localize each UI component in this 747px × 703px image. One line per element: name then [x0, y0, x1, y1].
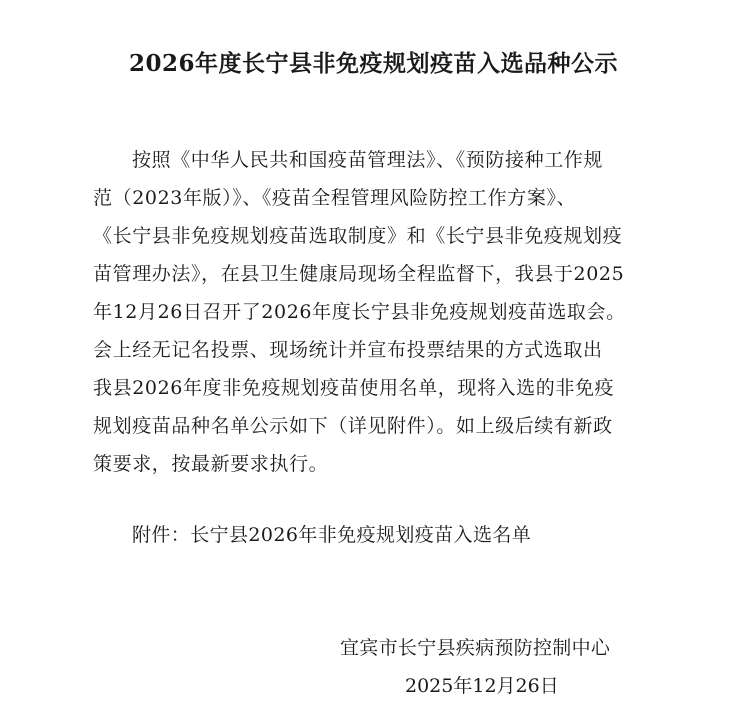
issue-date: 2025年12月26日 — [405, 675, 559, 697]
issuing-organization: 宜宾市长宁县疾病预防控制中心 — [340, 637, 611, 659]
body-line: 策要求，按最新要求执行。 — [93, 453, 329, 475]
attachment-note: 附件：长宁县2026年非免疫规划疫苗入选名单 — [132, 524, 532, 546]
body-line: 按照《中华人民共和国疫苗管理法》、《预防接种工作规 — [132, 149, 604, 171]
body-line: 会上经无记名投票、现场统计并宣布投票结果的方式选取出 — [93, 339, 603, 361]
document-title: 2026年度长宁县非免疫规划疫苗入选品种公示 — [128, 50, 618, 77]
body-line: 规划疫苗品种名单公示如下（详见附件）。如上级后续有新政 — [93, 415, 613, 437]
body-line: 苗管理办法》，在县卫生健康局现场全程监督下，我县于2025 — [93, 263, 625, 285]
body-line: 我县2026年度非免疫规划疫苗使用名单，现将入选的非免疫 — [93, 377, 615, 399]
body-line: 年12月26日召开了2026年度长宁县非免疫规划疫苗选取会。 — [93, 301, 626, 323]
body-line: 范（2023年版）》、《疫苗全程管理风险防控工作方案》、 — [93, 187, 577, 209]
body-line: 《长宁县非免疫规划疫苗选取制度》和《长宁县非免疫规划疫 — [93, 225, 623, 247]
